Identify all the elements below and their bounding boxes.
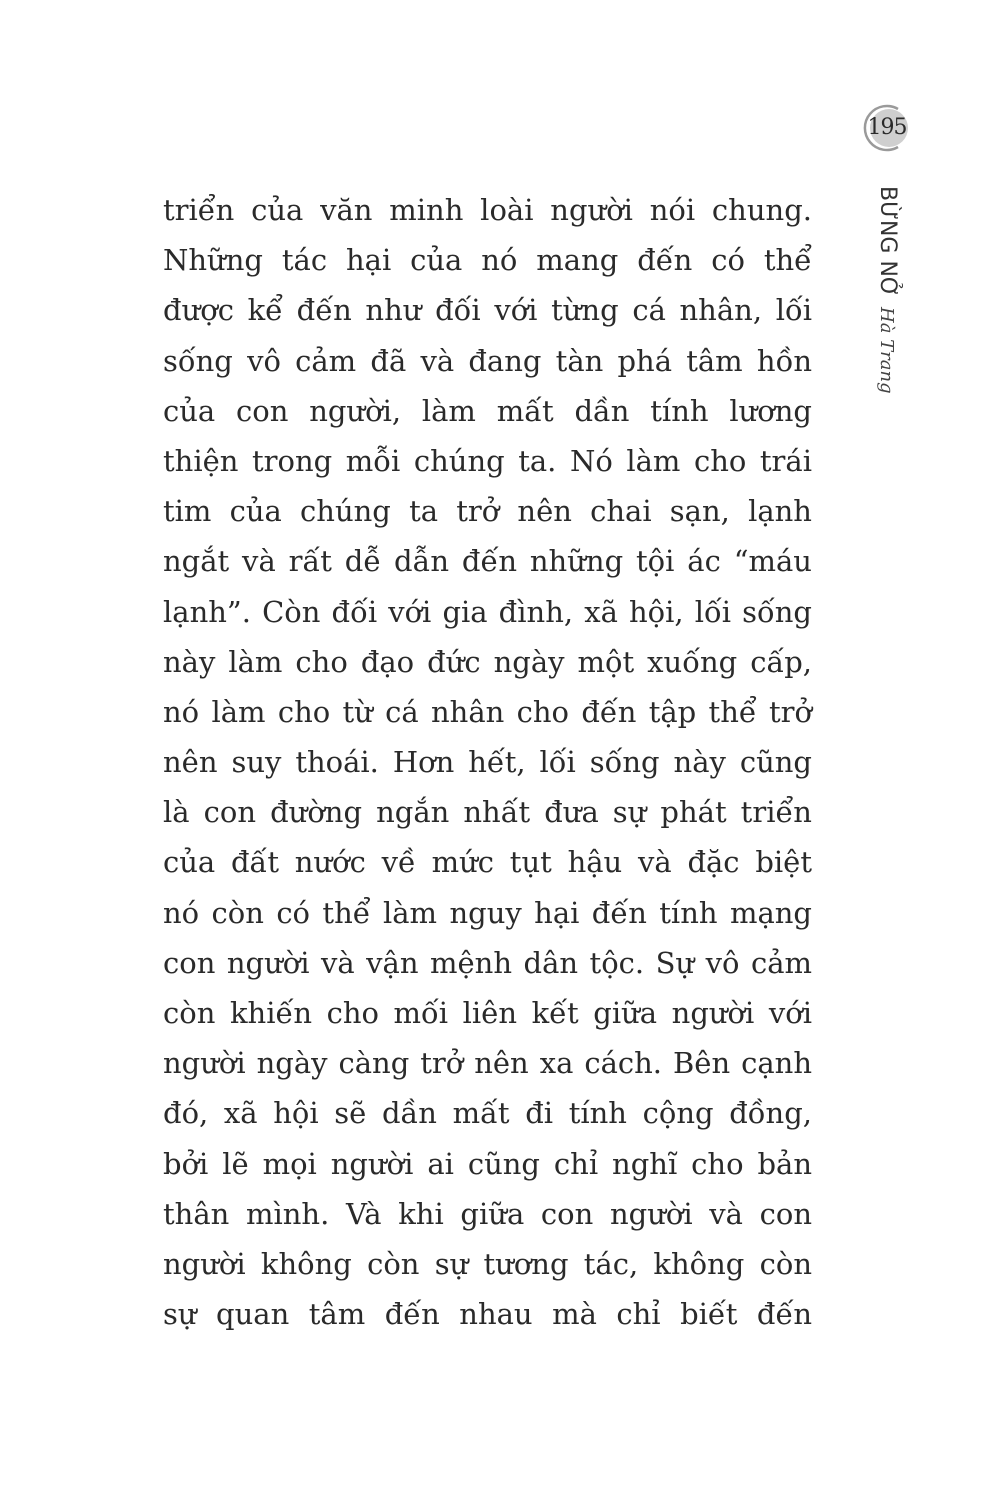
page-number-badge [862,103,912,153]
body-line: là con đường ngắn nhất đưa sự phát triển [163,795,812,830]
body-text [163,185,812,1339]
body-line: đó, xã hội sẽ dần mất đi tính cộng đồng, [163,1096,812,1131]
body-line: còn khiến cho mối liên kết giữa người với [163,996,812,1030]
body-line: này làm cho đạo đức ngày một xuống cấp, [163,644,812,679]
body-line: nên suy thoái. Hơn hết, lối sống này cũng [163,745,812,780]
body-line: được kể đến như đối với từng cá nhân, lối [163,293,812,328]
body-line: tim của chúng ta trở nên chai sạn, lạnh [163,494,812,529]
body-line: thân mình. Và khi giữa con người và con [163,1196,812,1231]
body-line: sống vô cảm đã và đang tàn phá tâm hồn [163,343,812,378]
body-line: người ngày càng trở nên xa cách. Bên cạnh [163,1046,812,1081]
running-title-author-signature: Hà Trang [876,307,897,394]
running-title: BỪNG NỞ [875,186,900,298]
body-line: nó làm cho từ cá nhân cho đến tập thể trở [163,694,812,729]
body-line: Những tác hại của nó mang đến có thể [163,243,812,278]
body-line: ngắt và rất dễ dẫn đến những tội ác “máu [163,544,812,579]
body-line: của đất nước về mức tụt hậu và đặc biệt [163,845,812,880]
body-line: thiện trong mỗi chúng ta. Nó làm cho trái [163,443,812,478]
body-line: lạnh”. Còn đối với gia đình, xã hội, lối sống [163,594,812,629]
body-line: của con người, làm mất dần tính lương [163,393,812,428]
body-line: con người và vận mệnh dân tộc. Sự vô cảm [163,945,812,980]
running-header [875,186,900,394]
body-line: người không còn sự tương tác, không còn [163,1246,812,1281]
body-line: nó còn có thể làm nguy hại đến tính mạng [163,895,812,930]
page-number: 195 [867,115,907,140]
body-line: triển của văn minh loài người nói chung. [163,193,812,227]
body-line: sự quan tâm đến nhau mà chỉ biết đến [163,1297,812,1332]
body-line: bởi lẽ mọi người ai cũng chỉ nghĩ cho bản [163,1146,812,1181]
